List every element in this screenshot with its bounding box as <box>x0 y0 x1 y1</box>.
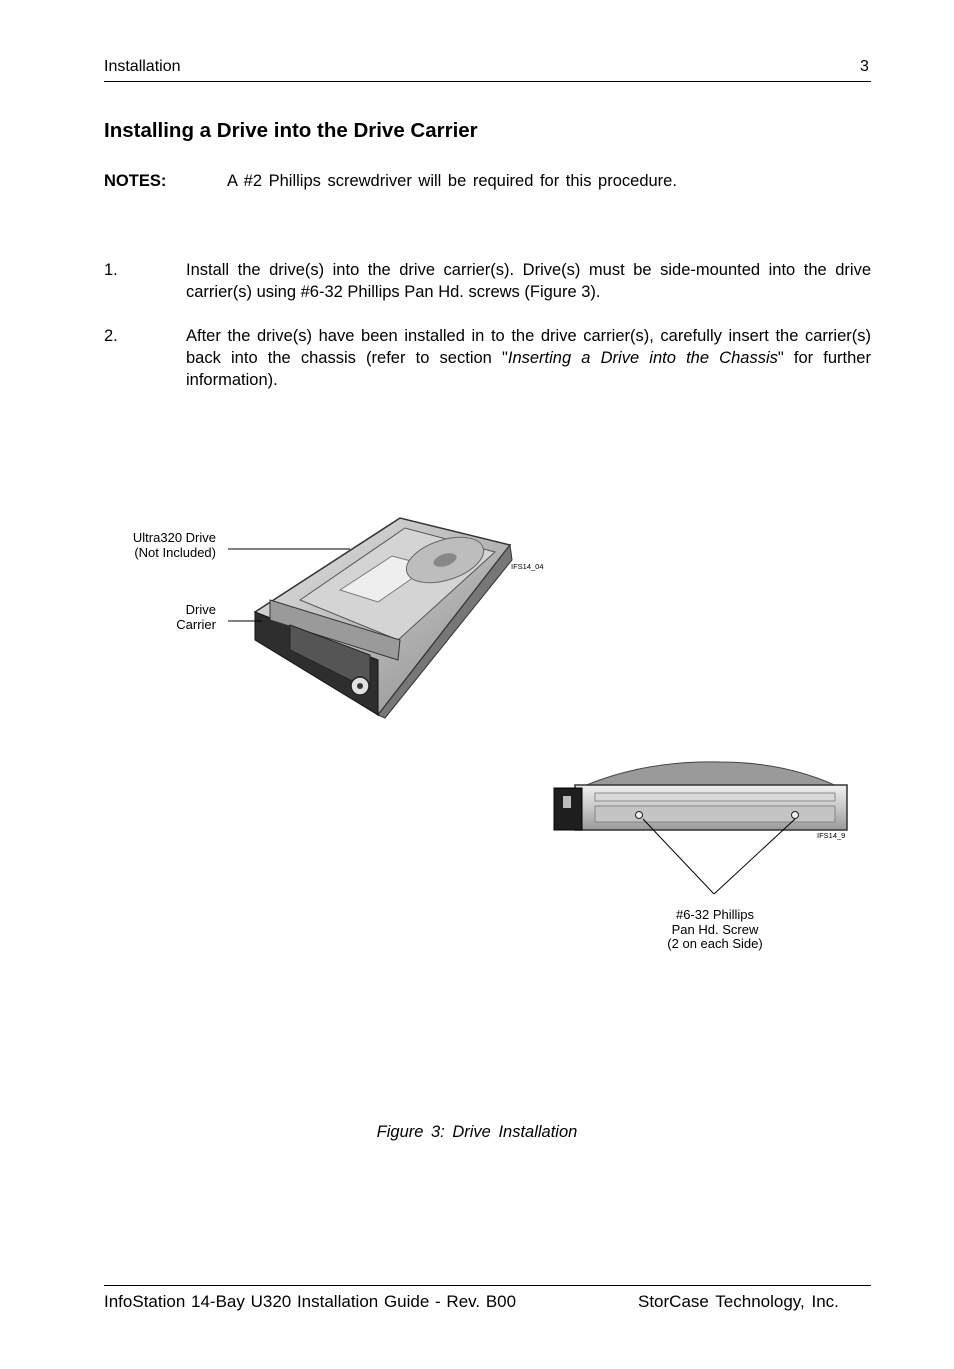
drive-callout <box>96 531 216 560</box>
carrier-callout-line-1: Drive <box>185 602 216 617</box>
screw-callout <box>644 908 786 952</box>
step-2-text-before: After the drive(s) have been installed in to the drive carrier(s), carefully insert the carrier(s) back into the chassis (refer to section " <box>186 327 871 367</box>
drive-callout-line-1: Ultra320 Drive <box>132 530 216 545</box>
drive-carrier-side-image <box>554 762 847 830</box>
screw-callout-line-1: #6-32 Phillips <box>675 907 755 922</box>
screw-callout-line-3: (2 on each Side) <box>667 936 763 951</box>
carrier-callout <box>116 603 216 632</box>
step-2-number: 2. <box>104 327 118 345</box>
figure-caption: Figure 3: Drive Installation <box>376 1123 578 1141</box>
notes-label: NOTES: <box>104 172 167 190</box>
drive-callout-line-2: (Not Included) <box>134 544 216 560</box>
step-1-number: 1. <box>104 261 118 279</box>
drive-carrier-isometric-image <box>255 518 512 718</box>
footer-document-title: InfoStation 14-Bay U320 Installation Guide - Rev. B00 <box>104 1292 517 1311</box>
step-2-section-reference: Inserting a Drive into the Chassis <box>507 349 778 367</box>
footer-rule <box>104 1285 871 1286</box>
running-header-section: Installation <box>104 58 181 75</box>
image-tag-side: IFS14_9 <box>817 831 846 840</box>
page-title: Installing a Drive into the Drive Carrier <box>104 119 478 142</box>
step-2-text-after: " for further information). <box>186 349 871 389</box>
step-1-text: Install the drive(s) into the drive carrier(s). Drive(s) must be side-mounted into the drive carrier(s) using #6-32 Phillips Pan Hd. screws (Figure 3). <box>186 261 871 301</box>
footer-company: StorCase Technology, Inc. <box>638 1292 839 1311</box>
image-tag-top: IFS14_04 <box>511 562 544 571</box>
page-number: 3 <box>860 58 869 75</box>
carrier-callout-line-2: Carrier <box>176 616 216 632</box>
notes-text: A #2 Phillips screwdriver will be required for this procedure. <box>227 172 677 190</box>
screw-callout-line-2: Pan Hd. Screw <box>671 921 759 937</box>
